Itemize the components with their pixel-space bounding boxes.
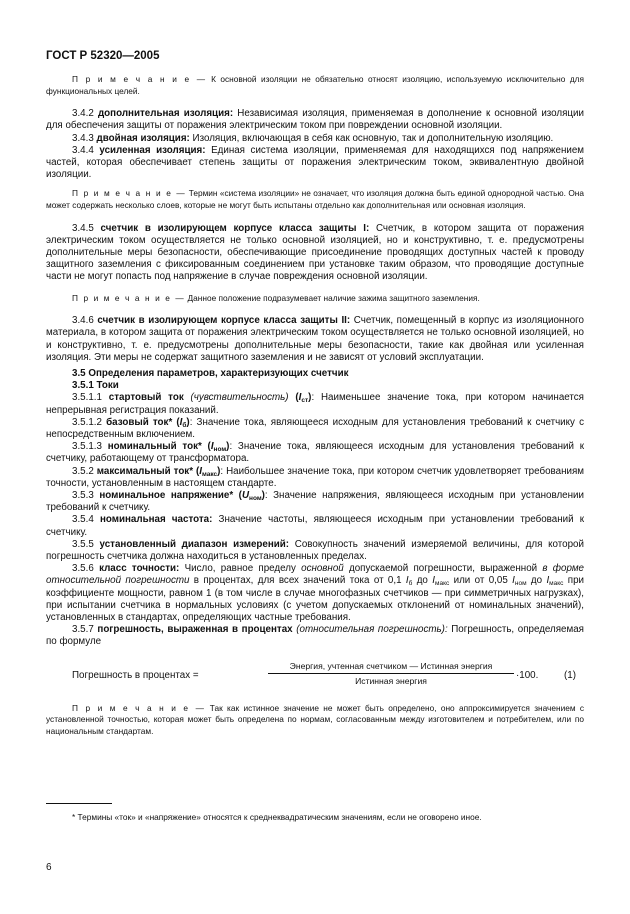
clause-number: 3.5.2 <box>72 465 94 477</box>
clause-term: счетчик в изолирующем корпусе класса защиты II: <box>97 315 351 327</box>
symbol: I <box>546 575 550 587</box>
clause-3-5-1-2: 3.5.1.2 базовый ток* $(I_б)$: Значение тока, являющееся исходным для установления требований к счетчику с непосредственным включением. <box>46 416 584 441</box>
clause-text: : Значение тока, являющееся исходным для установления требований к счетчику с непосредственным включением. <box>46 416 584 441</box>
symbol-subscript: ном <box>514 580 527 588</box>
clause-term: усиленная изоляция: <box>99 144 206 156</box>
note-paragraph <box>46 703 584 738</box>
clause-term: номинальная частота: <box>99 514 213 526</box>
clause-3-5-3: 3.5.3 номинальное напряжение* $(U_{ном})$: Значение напряжения, являющееся исходным при установлении требований к счетчику. <box>46 490 584 514</box>
clause-number: 3.4.6 <box>72 315 94 327</box>
subsection-heading <box>46 380 584 392</box>
clause-text: : Наименьшее значение тока, при котором начинается непрерывная регистрация показаний. <box>46 392 584 416</box>
clause-italic: основной <box>301 563 344 575</box>
symbol-subscript: макс <box>202 470 218 478</box>
clause-italic: (относительная погрешность): <box>296 624 448 636</box>
note-paragraph <box>46 74 584 97</box>
clause-term: класс точности: <box>99 563 180 575</box>
footnote: * Термины «ток» и «напряжение» относятся к среднеквадратическим значениям, если не оговорено иное. <box>72 812 482 822</box>
clause-text: допускаемой погрешности, выраженной <box>343 563 543 575</box>
note-text: Термин «система изоляции» не означает, что изоляция должна быть единой однородной частью. Она может содержать несколько слоев, которые не могут быть испытаны отдельно как дополнительная или основная изоляция. <box>46 188 585 210</box>
clause-text: Значение частоты, являющееся исходным при установлении требований к счетчику. <box>46 514 584 538</box>
clause-3-5-5 <box>46 539 584 563</box>
note-label: П р и м е ч а н и е — <box>72 188 187 199</box>
clause-number: 3.4.4 <box>72 144 94 156</box>
clause-term: базовый ток* <box>106 416 173 428</box>
formula-multiplier: ·100. <box>516 669 539 681</box>
clause-number: 3.5.1.2 <box>72 416 102 428</box>
symbol: I <box>199 465 202 477</box>
clause-text: до <box>412 575 433 587</box>
clause-number: 3.5.4 <box>72 514 94 526</box>
page-number: 6 <box>46 862 52 873</box>
clause-term: номинальное напряжение* <box>99 490 234 502</box>
clause-term: счетчик в изолирующем корпусе класса защиты I: <box>100 222 370 234</box>
clause-italic: в форме относительной погрешности <box>46 563 585 587</box>
clause-3-5-1-1: 3.5.1.1 стартовый ток (чувствительность) $(I_{ст})$: Наименьшее значение тока, при котором начинается непрерывная регистрация показаний. <box>46 392 584 416</box>
clause-text: : Наибольшее значение тока, при котором счетчик удовлетворяет требованиям точности, установленным в настоящем стандарте. <box>46 465 584 489</box>
note-label: П р и м е ч а н и е — <box>72 292 186 303</box>
document-body <box>46 74 584 748</box>
clause-text: в процентах, для всех значений тока от 0,1 <box>189 575 406 587</box>
symbol: I <box>512 575 515 587</box>
symbol-subscript: макс <box>434 580 450 588</box>
clause-3-4-4 <box>46 145 584 182</box>
symbol: I <box>179 416 183 428</box>
clause-term: номинальный ток* <box>107 441 202 453</box>
symbol-subscript: ном <box>213 446 227 454</box>
clause-number: 3.4.2 <box>72 108 94 120</box>
symbol-subscript: ст <box>301 397 309 405</box>
note-text: Так как истинное значение не может быть определено, оно аппроксимируется значением с установленной точностью, которая может быть определена по нормам, согласованным между изготовителем и потребителем, или по национальным стандартам. <box>46 702 585 736</box>
formula-fraction <box>268 661 514 686</box>
clause-term: погрешность, выраженная в процентах <box>97 624 293 636</box>
note-label: П р и м е ч а н и е — <box>72 74 207 84</box>
clause-number: 3.5.3 <box>72 490 94 502</box>
note-label: П р и м е ч а н и е — <box>72 702 206 713</box>
clause-3-4-2 <box>46 108 584 132</box>
clause-text: при коэффициенте мощности, равном 1 (в том числе в случае многофазных счетчиков — при симметричных нагрузках), при испытании счетчика в нормальных условиях (с учетом допускаемых отклонений от номинальных значений), установленных в стандартах, определяющих частные требования. <box>46 575 585 624</box>
clause-3-5-7 <box>46 624 584 648</box>
clause-3-5-6 <box>46 563 584 624</box>
clause-number: 3.5.7 <box>72 624 94 636</box>
clause-term: стартовый ток <box>108 392 184 404</box>
clause-term: дополнительная изоляция: <box>97 108 234 120</box>
clause-text: Совокупность значений измеряемой величины, для которой погрешность счетчика должна находиться в установленных пределах. <box>46 538 584 563</box>
note-text: Данное положение подразумевает наличие зажима защитного заземления. <box>185 292 480 303</box>
clause-text: или от 0,05 <box>449 575 513 587</box>
symbol-subscript: макс <box>549 580 564 588</box>
section-heading <box>46 368 584 380</box>
section-heading-text: 3.5 Определения параметров, характеризующих счетчик <box>72 368 349 380</box>
formula-1 <box>46 659 584 693</box>
clause-term: двойная изоляция: <box>96 132 190 144</box>
formula-left-side: Погрешность в процентах = <box>72 669 199 681</box>
subsection-heading-text: 3.5.1 Токи <box>72 380 119 392</box>
clause-3-5-2: 3.5.2 максимальный ток* $(I_{макс})$: Наибольшее значение тока, при котором счетчик удовлетворяет требованиям точности, установленным в настоящем стандарте. <box>46 465 584 489</box>
formula-numerator: Энергия, учтенная счетчиком — Истинная энергия <box>289 660 493 671</box>
clause-3-5-4 <box>46 514 584 538</box>
clause-number: 3.5.1.3 <box>72 441 102 453</box>
symbol: I <box>405 575 409 587</box>
clause-text: Изоляция, включающая в себя как основную, так и дополнительную изоляцию. <box>189 132 554 144</box>
clause-number: 3.4.3 <box>72 132 94 144</box>
symbol-subscript: б <box>182 421 187 429</box>
clause-3-4-5 <box>46 223 584 284</box>
symbol: I <box>210 441 214 453</box>
clause-term: установленный диапазон измерений: <box>99 538 290 550</box>
formula-number: (1) <box>564 669 576 681</box>
formula-denominator: Истинная энергия <box>355 675 427 686</box>
clause-text: Независимая изоляция, применяемая в дополнение к основной изоляции для обеспечения защиты от поражения электрическим током при повреждении основной изоляции. <box>46 108 584 132</box>
clause-3-4-3 <box>46 133 584 145</box>
symbol: I <box>298 392 302 404</box>
clause-3-4-6 <box>46 315 584 364</box>
symbol: U <box>241 490 250 502</box>
clause-text: Счетчик, в котором защита от поражения электрическим током осуществляется не только основной изоляцией, но и конструктивно, т. е. предусмотрены дополнительные меры безопасности, обеспечивающие присоединение проводящих доступных частей к проводу защитного заземления с фиксированным соединением при установке таким образом, что проводящие доступные части не могут попасть под напряжение в случае повреждения основной изоляции. <box>46 222 584 283</box>
clause-term: максимальный ток* <box>96 465 194 477</box>
clause-text: Число, равное пределу <box>179 563 302 575</box>
clause-text: до <box>526 575 547 587</box>
symbol: I <box>432 575 435 587</box>
symbol-subscript: б <box>408 580 413 588</box>
clause-text: : Значение тока, являющееся исходным для установления требований к счетчику, работающему от трансформатора. <box>46 441 584 465</box>
note-text: К основной изоляции не обязательно относят изоляцию, используемую исключительно для функциональных целей. <box>46 74 584 96</box>
clause-text: : Значение напряжения, являющееся исходным при установлении требований к счетчику. <box>46 490 584 514</box>
footnote-separator <box>46 803 112 804</box>
clause-number: 3.4.5 <box>72 222 94 234</box>
clause-text: Счетчик, помещенный в корпус из изоляционного материала, в котором защита от поражения электрическим током осуществляется не только основной изоляцией, но и конструктивно, т. е. предусмотрены дополнительные меры безопасности, такие как двойная или усиленная изоляция. Эти меры не содержат защитного заземления и не зависят от условий эксплуатации. <box>46 315 584 363</box>
note-paragraph <box>46 188 584 211</box>
clause-number: 3.5.5 <box>72 538 94 550</box>
clause-3-5-1-3: 3.5.1.3 номинальный ток* $(I_{ном})$: Значение тока, являющееся исходным для установления требований к счетчику, работающему от трансформатора. <box>46 441 584 465</box>
document-header: ГОСТ Р 52320—2005 <box>46 50 160 62</box>
clause-number: 3.5.6 <box>72 563 94 575</box>
clause-text: Единая система изоляции, применяемая для находящихся под напряжением частей, которая обеспечивает степень защиты от поражения электрическим током, эквивалентную двойной изоляции. <box>46 144 585 181</box>
clause-text: Погрешность, определяемая по формуле <box>46 624 584 648</box>
clause-italic: (чувствительность) <box>190 392 289 404</box>
clause-number: 3.5.1.1 <box>72 392 102 404</box>
symbol-subscript: ном <box>249 495 262 503</box>
note-paragraph <box>46 293 584 305</box>
